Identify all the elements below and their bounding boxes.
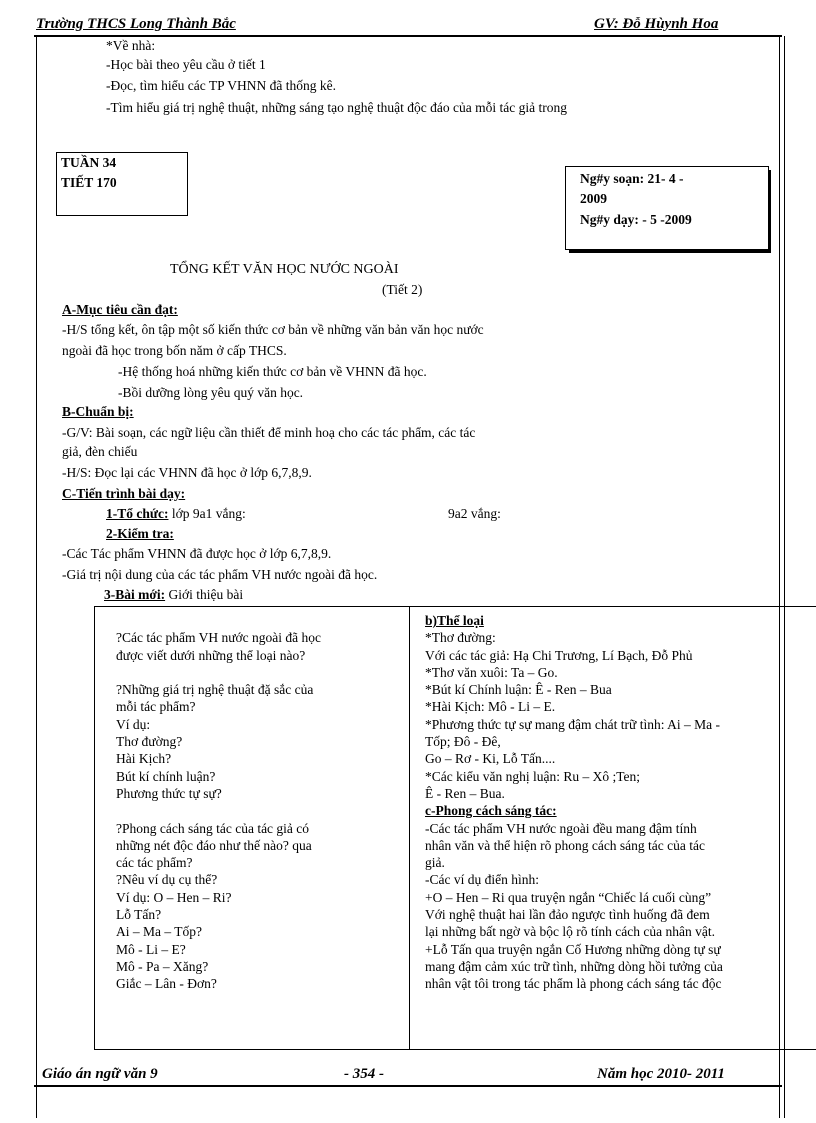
school-name: Trường THCS Long Thành Bắc bbox=[36, 16, 236, 32]
period-label: TIẾT 170 bbox=[61, 175, 117, 190]
table-line: những nét độc đáo như thế nào? qua bbox=[116, 837, 312, 853]
table-line: Ai – Ma – Tốp? bbox=[116, 924, 202, 940]
table-top bbox=[94, 606, 816, 607]
prep-year: 2009 bbox=[580, 191, 607, 206]
table-line: mỗi tác phẩm? bbox=[116, 699, 196, 715]
table-line: -Các tác phẩm VH nước ngoài đều mang đậm tính bbox=[425, 820, 697, 836]
table-left bbox=[94, 606, 95, 1050]
section-a-line: -H/S tổng kết, ôn tập một số kiến thức cơ bản về những văn bản văn học nước bbox=[62, 322, 484, 337]
table-line: Hài Kịch? bbox=[116, 751, 172, 767]
table-line: ?Các tác phẩm VH nước ngoài đã học bbox=[116, 630, 322, 646]
table-line: ?Nêu ví dụ cụ thể? bbox=[116, 872, 218, 888]
org-row bbox=[106, 506, 246, 522]
table-line: *Thơ đường: bbox=[425, 630, 496, 646]
table-line bbox=[116, 612, 406, 629]
homework-item: -Tìm hiểu giá trị nghệ thuật, những sáng tạo nghệ thuật độc đáo của mỗi tác giả trong bbox=[106, 100, 567, 115]
homework-item: -Đọc, tìm hiểu các TP VHNN đã thống kê. bbox=[106, 78, 336, 93]
footer-left: Giáo án ngữ văn 9 bbox=[42, 1066, 158, 1082]
org-9a2: 9a2 vắng: bbox=[448, 506, 501, 521]
table-line: Giắc – Lân - Đơn? bbox=[116, 976, 217, 992]
table-line: Thơ đường? bbox=[116, 734, 183, 750]
date-box-shadow bbox=[768, 170, 771, 253]
page-number: - 354 - bbox=[344, 1066, 384, 1082]
frame-left bbox=[36, 36, 37, 1118]
section-b-heading: B-Chuẩn bị: bbox=[62, 404, 134, 419]
teach-date: Ng#y dạy: - 5 -2009 bbox=[580, 212, 692, 227]
check-line: -Các Tác phẩm VHNN đã được học ở lớp 6,7,8,9. bbox=[62, 546, 332, 561]
table-line: Go – Rơ - Ki, Lỗ Tấn.... bbox=[425, 751, 556, 767]
org-9a1: lớp 9a1 vắng: bbox=[168, 506, 246, 521]
teacher-name: GV: Đỗ Hùynh Hoa bbox=[594, 16, 719, 32]
table-line: Mô - Li – E? bbox=[116, 941, 186, 957]
table-line: Ví dụ: bbox=[116, 716, 151, 732]
table-line: các tác phẩm? bbox=[116, 855, 193, 871]
table-line: Phương thức tự sự? bbox=[116, 785, 222, 801]
org-label: 1-Tổ chức: bbox=[106, 506, 169, 521]
table-line: giả. bbox=[425, 855, 445, 871]
school-year: Năm học 2010- 2011 bbox=[597, 1066, 725, 1082]
check-label: 2-Kiểm tra: bbox=[106, 526, 174, 541]
week-label: TUẦN 34 bbox=[61, 155, 117, 170]
table-line: Bút kí chính luận? bbox=[116, 768, 216, 784]
table-line: nhân vật tôi trong tác phẩm là phong cách sáng tác độc bbox=[425, 976, 722, 992]
lesson-title: TỔNG KẾT VĂN HỌC NƯỚC NGOÀI bbox=[170, 262, 399, 277]
table-line: *Hài Kịch: Mô - Li – E. bbox=[425, 699, 556, 715]
table-line: nhân văn và thể hiện rõ phong cách sáng tác của tác bbox=[425, 837, 706, 853]
new-lesson-label: 3-Bài mới: bbox=[104, 587, 166, 602]
table-line: Tốp; Đô - Đê, bbox=[425, 734, 501, 750]
table-line: Mô - Pa – Xăng? bbox=[116, 958, 209, 974]
table-line bbox=[116, 802, 406, 819]
table-line: Ê - Ren – Bua. bbox=[425, 785, 505, 801]
table-line: c-Phong cách sáng tác: bbox=[425, 803, 557, 819]
table-line: +Lỗ Tấn qua truyện ngắn Cố Hương những dòng tự sự bbox=[425, 941, 721, 957]
check-line: -Giá trị nội dung của các tác phẩm VH nước ngoài đã học. bbox=[62, 567, 378, 582]
table-line: *Phương thức tự sự mang đậm chát trữ tình: Ai – Ma - bbox=[425, 716, 720, 732]
footer-rule bbox=[34, 1085, 782, 1087]
table-line: ?Những giá trị nghệ thuật đặ sắc của bbox=[116, 682, 314, 698]
lesson-subtitle: (Tiết 2) bbox=[382, 282, 423, 297]
section-b-line: -G/V: Bài soạn, các ngữ liệu cần thiết để minh hoạ cho các tác phẩm, các tác bbox=[62, 425, 476, 440]
section-b-line: -H/S: Đọc lại các VHNN đã học ở lớp 6,7,8,9. bbox=[62, 465, 312, 480]
table-line: ?Phong cách sáng tác của tác giả có bbox=[116, 820, 310, 836]
table-line: *Các kiểu văn nghị luận: Ru – Xô ;Ten; bbox=[425, 768, 641, 784]
date-box-shadow bbox=[569, 250, 771, 253]
new-lesson-text: Giới thiệu bài bbox=[165, 587, 244, 602]
table-right-column bbox=[425, 612, 816, 993]
table-line: Với nghệ thuật hai lần đảo ngược tình huống đã đem bbox=[425, 907, 710, 923]
table-line: b)Thể loại bbox=[425, 613, 484, 628]
homework-title: *Về nhà: bbox=[106, 38, 156, 53]
table-line: được viết dưới những thể loại nào? bbox=[116, 647, 306, 663]
header-rule bbox=[34, 35, 782, 37]
table-bottom bbox=[94, 1049, 816, 1050]
table-line bbox=[116, 664, 406, 681]
homework-item: -Học bài theo yêu cầu ở tiết 1 bbox=[106, 57, 266, 72]
table-line: mang đậm cảm xúc trữ tình, những dòng hồi tưởng của bbox=[425, 958, 723, 974]
table-left-column bbox=[116, 612, 406, 993]
section-a-line: -Bồi dưỡng lòng yêu quý văn học. bbox=[118, 385, 304, 400]
section-c-heading: C-Tiến trình bài dạy: bbox=[62, 486, 186, 501]
prep-date: Ng#y soạn: 21- 4 - bbox=[580, 171, 684, 186]
date-box bbox=[565, 166, 769, 250]
table-line: *Thơ văn xuôi: Ta – Go. bbox=[425, 664, 558, 680]
table-divider bbox=[409, 606, 410, 1050]
table-line: *Bút kí Chính luận: Ê - Ren – Bua bbox=[425, 682, 612, 698]
new-lesson-row bbox=[104, 587, 243, 603]
table-line: Lỗ Tấn? bbox=[116, 907, 162, 923]
table-line: lại những bất ngờ và bộc lộ rõ tính cách của nhân vật. bbox=[425, 924, 715, 940]
table-line: +O – Hen – Ri qua truyện ngắn “Chiếc lá cuối cùng” bbox=[425, 889, 712, 905]
section-a-heading: A-Mục tiêu cần đạt: bbox=[62, 302, 178, 317]
section-b-line: giả, đèn chiếu bbox=[62, 444, 138, 459]
week-box bbox=[56, 152, 188, 216]
table-line: -Các ví dụ điển hình: bbox=[425, 872, 539, 888]
table-line: Ví dụ: O – Hen – Ri? bbox=[116, 889, 232, 905]
section-a-line: -Hệ thống hoá những kiến thức cơ bản về VHNN đã học. bbox=[118, 364, 427, 379]
section-a-line: ngoài đã học trong bốn năm ở cấp THCS. bbox=[62, 343, 287, 358]
table-line: Với các tác giả: Hạ Chi Trương, Lí Bạch, Đỗ Phủ bbox=[425, 647, 693, 663]
